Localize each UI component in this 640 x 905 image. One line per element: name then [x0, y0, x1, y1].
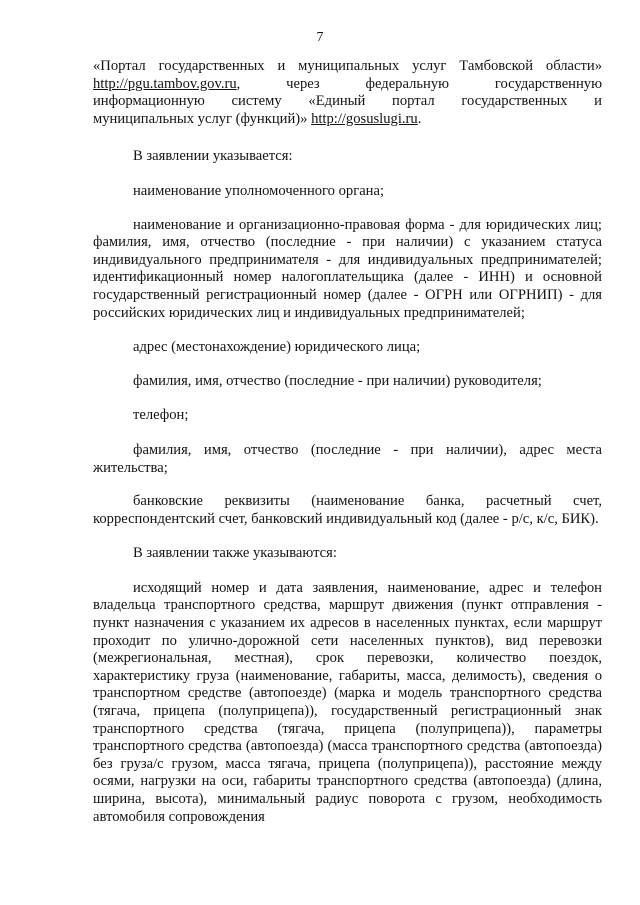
section-heading: В заявлении также указываются:: [133, 545, 337, 562]
intro-line: [93, 111, 602, 129]
intro-line: [93, 76, 602, 94]
intro-line: «Портал государственных и муниципальных услуг Тамбовской области»: [93, 58, 602, 74]
list-item: наименование и организационно-правовая форма - для юридических лиц; фамилия, имя, отчество (последние - при наличии) с указанием статуса индивидуального предпринимателя - для индивидуальных предпринимателей; идентификационный номер налогоплательщика (далее - ИНН) и основной государственный регистрационный номер (далее - ОГРН или ОГРНИП) - для российских юридических лиц и индивидуальных предпринимателей;: [93, 216, 602, 321]
intro-line-rest: , через федеральную государственную: [236, 75, 602, 92]
list-item: банковские реквизиты (наименование банка, расчетный счет, корреспондентский счет, банковский индивидуальный код (далее - р/с, к/с, БИК).: [93, 493, 602, 527]
intro-line-pre: муниципальных услуг (функций)»: [93, 110, 312, 127]
intro-paragraph: [93, 58, 602, 128]
list-item: наименование уполномоченного органа;: [133, 182, 385, 199]
document-body: [93, 58, 602, 826]
list-item: телефон;: [133, 407, 189, 424]
list-item: фамилия, имя, отчество (последние - при наличии), адрес места жительства;: [93, 441, 602, 476]
pgu-tambov-link[interactable]: http://pgu.tambov.gov.ru: [93, 75, 237, 92]
list-item: исходящий номер и дата заявления, наименование, адрес и телефон владельца транспортного средства, маршрут движения (пункт отправления - пункт назначения с указанием их адресов в населенных пунктах, если маршрут проходит по улично-дорожной сети населенных пунктов), вид перевозки (межрегиональная, местная), срок перевозки, количество поездок, характеристику груза (наименование, габариты, масса, делимость), сведения о транспортном средстве (автопоезде) (марка и модель транспортного средства (тягача, прицепа (полуприцепа)), государственный регистрационный знак транспортного средства (тягача, прицепа (полуприцепа)), параметры транспортного средства (автопоезда) (масса транспортного средства (автопоезда) без груза/с грузом, масса тягача, прицепа (полуприцепа)), расстояние между осями, нагрузки на оси, габариты транспортного средства (автопоезда) (длина, ширина, высота), минимальный радиус поворота с грузом, необходимость автомобиля сопровождения: [93, 579, 602, 825]
page-number: 7: [316, 30, 324, 45]
gosuslugi-link[interactable]: http://gosuslugi.ru: [311, 110, 418, 127]
list-item: фамилия, имя, отчество (последние - при наличии) руководителя;: [133, 372, 542, 389]
intro-line-post: .: [417, 110, 422, 127]
list-item: адрес (местонахождение) юридического лица;: [133, 339, 421, 356]
section-heading: В заявлении указывается:: [133, 148, 293, 165]
intro-line: информационную систему «Единый портал государственных и: [93, 93, 602, 110]
